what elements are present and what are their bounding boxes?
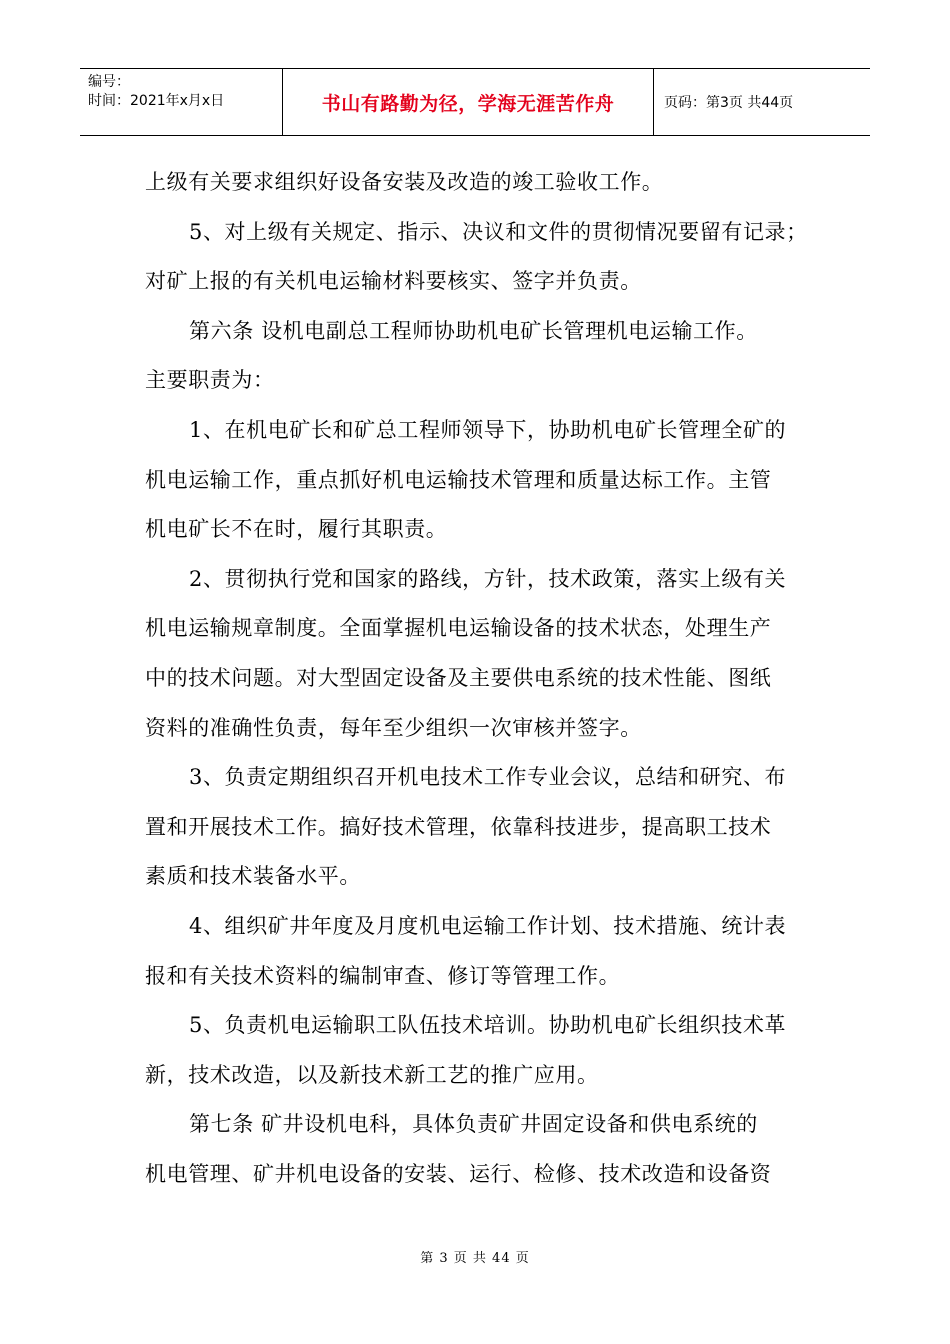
body-line: 报和有关技术资料的编制审查、修订等管理工作。 — [145, 963, 621, 988]
article-heading: 第七条 矿井设机电科，具体负责矿井固定设备和供电系统的 — [189, 1112, 758, 1137]
page-header — [80, 68, 870, 136]
body-line: 4、组织矿井年度及月度机电运输工作计划、技术措施、统计表 — [189, 913, 787, 938]
body-line: 2、贯彻执行党和国家的路线，方针，技术政策，落实上级有关 — [189, 566, 787, 591]
page-footer: 第 3 页 共 44 页 — [420, 1251, 530, 1266]
body-line: 中的技术问题。对大型固定设备及主要供电系统的技术性能、图纸 — [145, 665, 772, 690]
header-meta — [80, 69, 283, 135]
body-line: 新，技术改造，以及新技术新工艺的推广应用。 — [145, 1062, 599, 1087]
body-line: 主要职责为： — [145, 368, 275, 393]
document-number-label: 编号： — [88, 74, 130, 90]
body-line: 置和开展技术工作。搞好技术管理，依靠科技进步，提高职工技术 — [145, 814, 772, 839]
body-line: 机电矿长不在时，履行其职责。 — [145, 517, 448, 542]
body-line: 3、负责定期组织召开机电技术工作专业会议，总结和研究、布 — [189, 765, 787, 790]
body-line: 资料的准确性负责，每年至少组织一次审核并签字。 — [145, 715, 642, 740]
body-line: 机电管理、矿井机电设备的安装、运行、检修、技术改造和设备资 — [145, 1161, 772, 1186]
body-line: 对矿上报的有关机电运输材料要核实、签字并负责。 — [145, 269, 642, 294]
document-body — [145, 158, 813, 1199]
body-line: 机电运输规章制度。全面掌握机电运输设备的技术状态，处理生产 — [145, 616, 772, 641]
body-line: 机电运输工作，重点抓好机电运输技术管理和质量达标工作。主管 — [145, 467, 772, 492]
body-line: 5、负责机电运输职工队伍技术培训。协助机电矿长组织技术革 — [189, 1013, 787, 1038]
body-line: 5、对上级有关规定、指示、决议和文件的贯彻情况要留有记录； — [189, 219, 808, 244]
header-page-info: 页码：第3页 共44页 — [664, 95, 794, 111]
article-heading: 第六条 设机电副总工程师协助机电矿长管理机电运输工作。 — [189, 318, 758, 343]
body-line: 上级有关要求组织好设备安装及改造的竣工验收工作。 — [145, 170, 664, 194]
body-line: 素质和技术装备水平。 — [145, 864, 361, 889]
header-motto: 书山有路勤为径，学海无涯苦作舟 — [283, 69, 654, 135]
document-date-label: 时间：2021年x月x日 — [88, 93, 225, 109]
body-line: 1、在机电矿长和矿总工程师领导下，协助机电矿长管理全矿的 — [189, 417, 787, 442]
